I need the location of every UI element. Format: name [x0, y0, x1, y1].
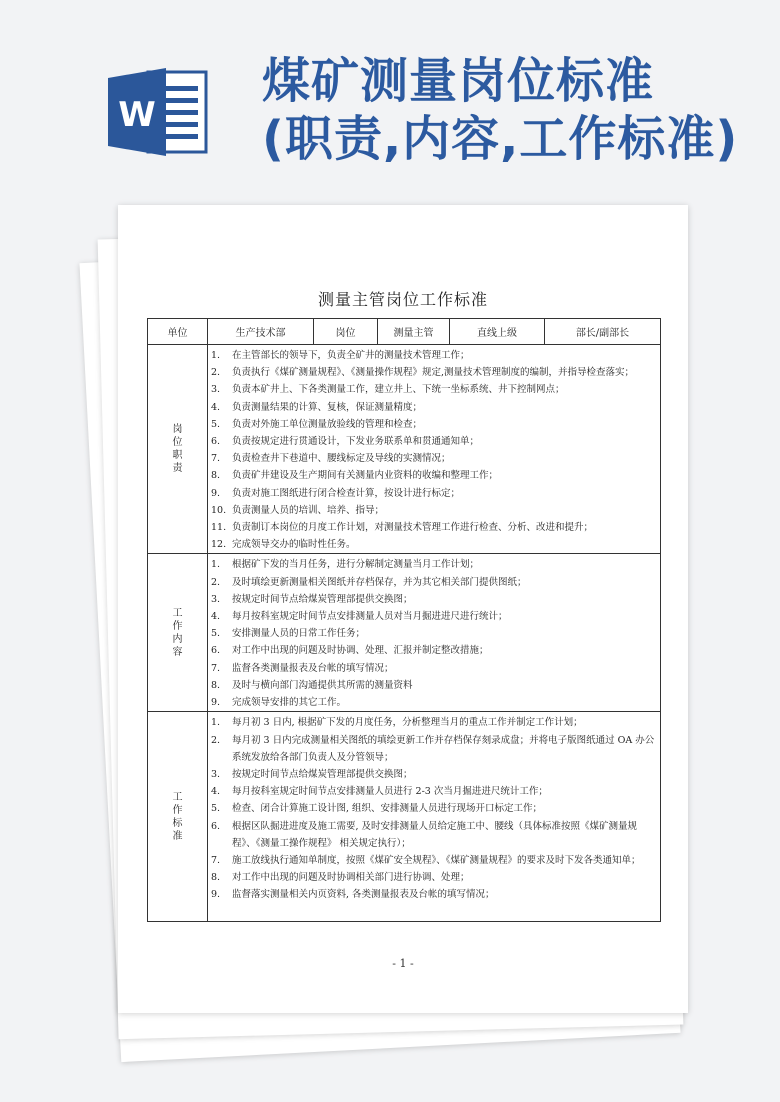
- list-item: 9. 监督落实测量相关内页资料, 各类测量报表及台帐的填写情况；: [211, 889, 495, 901]
- section-label: 工 作 内 容: [148, 554, 208, 712]
- word-icon-letter: W: [118, 95, 156, 135]
- list-item: 4. 每月按科室规定时间节点安排测量人员对当月掘进进尺进行统计；: [211, 611, 508, 623]
- section-work-standard: [148, 712, 661, 922]
- word-document-icon: [108, 68, 208, 156]
- unit-value: 生产技术部: [208, 319, 314, 345]
- list-item: 6. 负责按规定进行贯通设计，下发业务联系单和贯通通知单；: [211, 436, 480, 448]
- list-item: 11. 负责制订本岗位的月度工作计划，对测量技术管理工作进行检查、分析、改进和提升；: [211, 522, 594, 534]
- unit-label: 单位: [148, 319, 208, 345]
- list-item: 2. 及时填绘更新测量相关图纸并存档保存，并为其它相关部门提供图纸；: [211, 576, 527, 588]
- list-item: 8. 对工作中出现的问题及时协调相关部门进行协调、处理；: [211, 872, 470, 884]
- document-title: 测量主管岗位工作标准: [317, 290, 488, 309]
- list-item: 3. 负责本矿井上、下各类测量工作，建立井上、下统一坐标系统、井下控制网点；: [211, 384, 565, 396]
- list-item: 8. 及时与横向部门沟通提供其所需的测量资料: [211, 679, 413, 691]
- banner-title: [262, 52, 738, 168]
- banner-title-line1: 煤矿测量岗位标准: [262, 53, 655, 109]
- list-item: 5. 检查、闭合计算施工设计图, 组织、安排测量人员进行现场开口标定工作；: [211, 803, 543, 815]
- section-label: 工 作 标 准: [148, 712, 208, 922]
- list-item: 1. 每月初 3 日内, 根据矿下发的月度任务，分析整理当月的重点工作并制定工作计划；: [211, 717, 583, 729]
- list-item: 7. 监督各类测量报表及台帐的填写情况；: [211, 662, 394, 674]
- page-number: - 1 -: [392, 957, 414, 970]
- list-item: 1. 在主管部长的领导下，负责全矿井的测量技术管理工作；: [211, 350, 470, 361]
- section-items: [208, 345, 661, 554]
- list-item: 3. 按规定时间节点给煤炭管理部提供交换图；: [211, 769, 413, 781]
- banner-title-line2: (职责,内容,工作标准): [262, 111, 739, 167]
- list-item: 9. 完成领导安排的其它工作。: [211, 697, 347, 709]
- superior-value: 部长/副部长: [545, 319, 661, 345]
- list-item: 8. 负责矿井建设及生产期间有关测量内业资料的收编和整理工作；: [211, 470, 499, 482]
- section-items: [208, 554, 661, 712]
- list-item: 2. 每月初 3 日内完成测量相关图纸的填绘更新工作并存档保存刻录成盘；并将电子版图纸通过 OA 办公系统发放给各部门负责人及分管领导；: [211, 734, 655, 763]
- section-items: [208, 712, 661, 922]
- post-label: 岗位: [314, 319, 378, 345]
- document-page: [118, 205, 688, 1013]
- post-value: 测量主管: [378, 319, 450, 345]
- list-item: 6. 对工作中出现的问题及时协调、处理、汇报并制定整改措施；: [211, 645, 489, 657]
- job-standard-table: [147, 318, 661, 922]
- list-item: 7. 施工放线执行通知单制度，按照《煤矿安全规程》、《煤矿测量规程》的要求及时下发各类通知单；: [211, 855, 641, 867]
- list-item: 3. 按规定时间节点给煤炭管理部提供交换图；: [211, 593, 413, 605]
- list-item: 6. 根据区队掘进进度及施工需要, 及时安排测量人员给定施工中、腰线（具体标准按照《煤矿测量规程》、《测量工操作规程》 相关规定执行）；: [211, 820, 638, 849]
- list-item: 9. 负责对施工图纸进行闭合检查计算，按设计进行标定；: [211, 487, 461, 499]
- list-item: 2. 负责执行《煤矿测量规程》、《测量操作规程》规定,测量技术管理制度的编制，并指导检查落实；: [211, 367, 635, 379]
- superior-label: 直线上级: [450, 319, 545, 345]
- list-item: 1. 根据矿下发的当月任务，进行分解制定测量当月工作计划；: [211, 559, 480, 571]
- list-item: 5. 安排测量人员的日常工作任务；: [211, 628, 366, 640]
- list-item: 5. 负责对外施工单位测量放验线的管理和检查；: [211, 418, 423, 430]
- list-item: 10. 负责测量人员的培训、培养、指导；: [211, 504, 385, 516]
- list-item: 4. 每月按科室规定时间节点安排测量人员进行 2-3 次当月掘进进尺统计工作；: [211, 786, 548, 798]
- section-responsibilities: [148, 345, 661, 554]
- table-header-row: [148, 319, 661, 345]
- section-work-content: [148, 554, 661, 712]
- list-item: 4. 负责测量结果的计算、复核，保证测量精度；: [211, 401, 423, 413]
- list-item: 7. 负责检查井下巷道中、腰线标定及导线的实测情况；: [211, 453, 451, 465]
- list-item: 12. 完成领导交办的临时性任务。: [211, 539, 356, 551]
- section-label: 岗 位 职 责: [148, 345, 208, 554]
